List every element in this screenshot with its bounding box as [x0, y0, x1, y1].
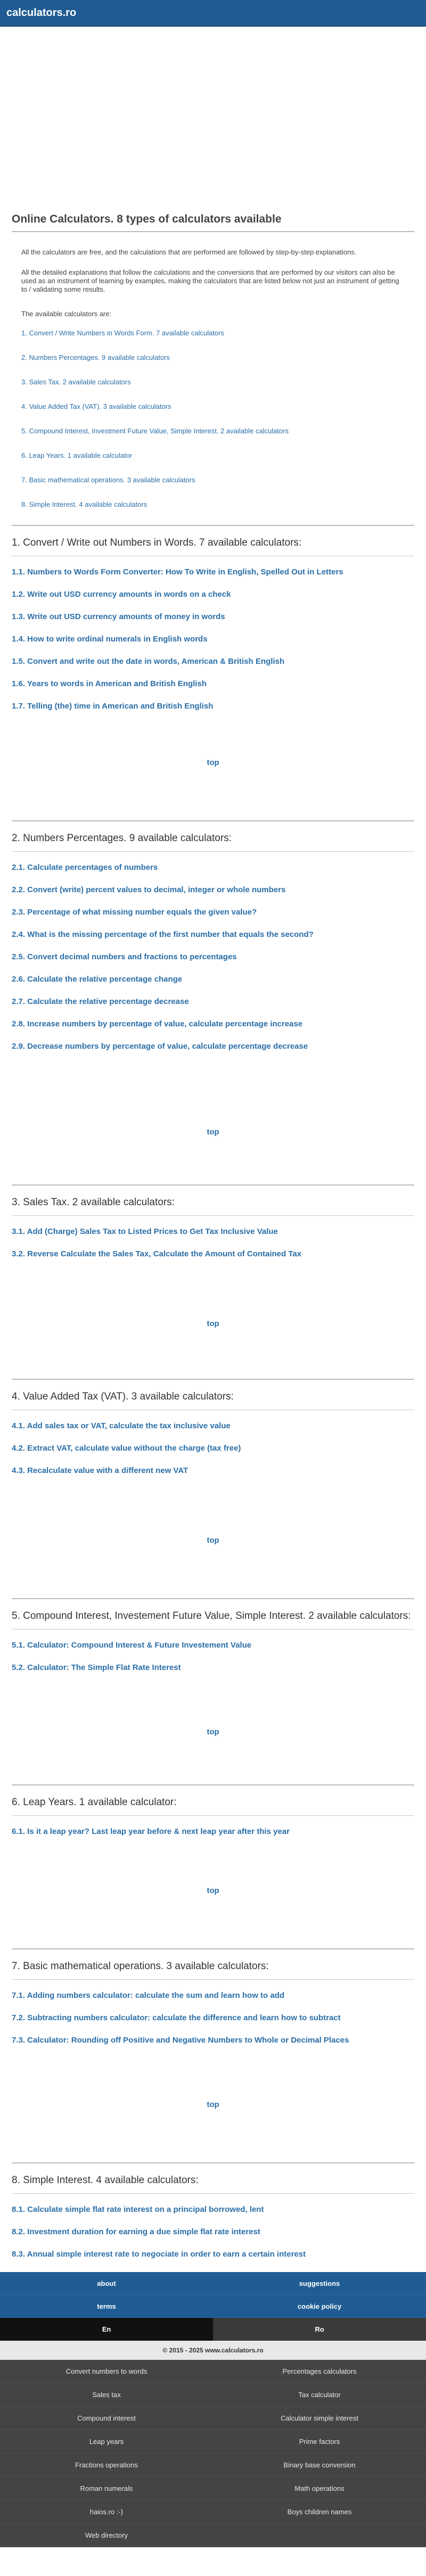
calculator-link[interactable]: 3.1. Add (Charge) Sales Tax to Listed Prices to Get Tax Inclusive Value: [12, 1227, 278, 1236]
footer-link[interactable]: Prime factors: [213, 2430, 426, 2454]
cookie-policy-link[interactable]: cookie policy: [213, 2295, 426, 2318]
page-title: Online Calculators. 8 types of calculators available: [12, 213, 282, 225]
calculator-link[interactable]: 7.1. Adding numbers calculator: calculate the sum and learn how to add: [12, 1991, 285, 2000]
toc-item: [21, 427, 405, 451]
divider: [12, 851, 414, 852]
calculator-item: [12, 929, 414, 952]
intro-paragraph-2: All the detailed explanations that follow the calculations and the conversions that are performed by our visitors can also be used as an instrument of learning by examples, making the calculators that are listed below not just an instrument of getting to / validating some results.: [21, 268, 399, 293]
calculator-link[interactable]: 2.1. Calculate percentages of numbers: [12, 863, 158, 872]
back-to-top-link[interactable]: top: [207, 1727, 219, 1736]
calculator-item: [12, 2204, 414, 2227]
calculator-list: [12, 862, 414, 1064]
calculator-link[interactable]: 2.6. Calculate the relative percentage change: [12, 975, 183, 984]
available-label: The available calculators are:: [21, 310, 112, 318]
section-title: 5. Compound Interest, Investement Future Value, Simple Interest. 2 available calculators:: [12, 1610, 411, 1622]
footer-link[interactable]: Binary base conversion: [213, 2454, 426, 2477]
calculator-link[interactable]: 4.3. Recalculate value with a different new VAT: [12, 1466, 189, 1475]
about-link[interactable]: about: [0, 2272, 213, 2295]
calculator-item: [12, 1640, 414, 1663]
calculator-item: [12, 2013, 414, 2035]
ad-space: [0, 27, 426, 213]
site-logo[interactable]: calculators.ro: [6, 6, 77, 19]
calculator-list: [12, 1990, 414, 2057]
calculator-link[interactable]: 1.2. Write out USD currency amounts in words on a check: [12, 590, 231, 599]
calculator-list: [12, 1640, 414, 1685]
footer-link[interactable]: Math operations: [213, 2477, 426, 2500]
calculator-item: [12, 1826, 414, 1849]
calculator-link[interactable]: 1.6. Years to words in American and British English: [12, 679, 207, 688]
calculator-item: [12, 2035, 414, 2057]
calculator-link[interactable]: 1.5. Convert and write out the date in words, American & British English: [12, 657, 285, 666]
calculator-link[interactable]: 2.8. Increase numbers by percentage of value, calculate percentage increase: [12, 1019, 303, 1028]
calculator-item: [12, 2227, 414, 2249]
calculator-item: [12, 997, 414, 1019]
calculator-item: [12, 1249, 414, 1271]
section-title: 4. Value Added Tax (VAT). 3 available calculators:: [12, 1391, 234, 1402]
section-title: 8. Simple Interest. 4 available calculators:: [12, 2175, 199, 2186]
calculator-link[interactable]: 1.7. Telling (the) time in American and British English: [12, 702, 214, 711]
toc-link[interactable]: 7. Basic mathematical operations. 3 available calculators: [21, 476, 195, 484]
intro: [12, 248, 414, 318]
calculator-list: [12, 1826, 414, 1849]
divider: [12, 2193, 414, 2194]
calculator-item: [12, 974, 414, 997]
toc-link[interactable]: 4. Value Added Tax (VAT). 3 available calculators: [21, 402, 171, 410]
footer-link: [213, 2524, 426, 2547]
toc-link[interactable]: 8. Simple Interest. 4 available calculators: [21, 500, 148, 508]
calculator-link[interactable]: 2.3. Percentage of what missing number equals the given value?: [12, 908, 257, 917]
section-title: 7. Basic mathematical operations. 3 available calculators:: [12, 1961, 269, 1972]
calculator-item: [12, 885, 414, 907]
calculator-item: [12, 1466, 414, 1488]
footer-link[interactable]: Roman numerals: [0, 2477, 213, 2500]
back-to-top-link[interactable]: top: [207, 1536, 219, 1545]
calculator-item: [12, 952, 414, 974]
footer-link[interactable]: Leap years: [0, 2430, 213, 2454]
footer: [0, 2272, 426, 2547]
divider: [12, 1815, 414, 1816]
calculator-link[interactable]: 2.5. Convert decimal numbers and fractions to percentages: [12, 952, 237, 961]
calculator-section: [12, 1184, 414, 1328]
back-to-top-link[interactable]: top: [207, 758, 219, 767]
toc-item: [21, 500, 405, 525]
calculator-section: [12, 1784, 414, 1895]
footer-link[interactable]: Web directory: [0, 2524, 213, 2547]
footer-links: [0, 2360, 426, 2547]
lang-ro-link[interactable]: Ro: [213, 2318, 426, 2341]
footer-link[interactable]: Compound interest: [0, 2407, 213, 2430]
toc-item: [21, 353, 405, 378]
calculator-section: [12, 1379, 414, 1545]
footer-link[interactable]: Fractions operations: [0, 2454, 213, 2477]
calculator-item: [12, 1421, 414, 1443]
calculator-link[interactable]: 7.2. Subtracting numbers calculator: calculate the difference and learn how to subtract: [12, 2013, 341, 2022]
calculator-link[interactable]: 2.2. Convert (write) percent values to decimal, integer or whole numbers: [12, 885, 286, 894]
calculator-item: [12, 656, 414, 679]
terms-link[interactable]: terms: [0, 2295, 213, 2318]
calculator-link[interactable]: 1.4. How to write ordinal numerals in English words: [12, 635, 208, 644]
back-to-top-link[interactable]: top: [207, 2100, 219, 2109]
footer-link[interactable]: Percentages calculators: [213, 2360, 426, 2383]
toc-item: [21, 451, 405, 476]
calculator-link[interactable]: 2.9. Decrease numbers by percentage of value, calculate percentage decrease: [12, 1042, 308, 1051]
calculator-item: [12, 612, 414, 634]
toc-item: [21, 476, 405, 500]
calculator-item: [12, 701, 414, 723]
copyright: © 2015 - 2025 www.calculators.ro: [0, 2341, 426, 2360]
footer-link[interactable]: Sales tax: [0, 2383, 213, 2407]
calculator-list: [12, 1421, 414, 1488]
toc-item: [21, 378, 405, 402]
calculator-section: [12, 1948, 414, 2109]
toc-list: [12, 329, 414, 525]
back-to-top-link[interactable]: top: [207, 1319, 219, 1328]
site-header: [0, 0, 426, 27]
calculator-link[interactable]: 5.1. Calculator: Compound Interest & Future Investement Value: [12, 1641, 252, 1650]
calculator-link[interactable]: 7.3. Calculator: Rounding off Positive and Negative Numbers to Whole or Decimal Places: [12, 2036, 349, 2045]
divider: [12, 231, 414, 232]
toc-link[interactable]: 3. Sales Tax. 2 available calculators: [21, 378, 131, 386]
toc-link[interactable]: 1. Convert / Write Numbers in Words Form. 7 available calculators: [21, 329, 224, 337]
calculator-item: [12, 567, 414, 589]
back-to-top-link[interactable]: top: [207, 1127, 219, 1137]
calculator-link[interactable]: 4.1. Add sales tax or VAT, calculate the tax inclusive value: [12, 1421, 231, 1430]
toc-item: [21, 329, 405, 353]
sections: [12, 525, 414, 2348]
toc-item: [21, 402, 405, 427]
calculator-item: [12, 1443, 414, 1466]
footer-link[interactable]: Boys children names: [213, 2500, 426, 2524]
calculator-item: [12, 589, 414, 612]
calculator-list: [12, 1227, 414, 1271]
calculator-item: [12, 1041, 414, 1064]
calculator-section: [12, 820, 414, 1137]
lang-en-link[interactable]: En: [0, 2318, 213, 2341]
footer-link[interactable]: haios.ro :-): [0, 2500, 213, 2524]
footer-link[interactable]: Convert numbers to words: [0, 2360, 213, 2383]
calculator-link[interactable]: 3.2. Reverse Calculate the Sales Tax, Calculate the Amount of Contained Tax: [12, 1249, 302, 1258]
calculator-link[interactable]: 2.7. Calculate the relative percentage decrease: [12, 997, 189, 1006]
intro-paragraph-1: All the calculators are free, and the calculations that are performed are followed by step-by-step explanations.: [21, 248, 357, 256]
calculator-section: [12, 1598, 414, 1736]
calculator-list: [12, 567, 414, 723]
calculator-link[interactable]: 8.2. Investment duration for earning a due simple flat rate interest: [12, 2227, 260, 2236]
calculator-item: [12, 907, 414, 929]
calculator-link[interactable]: 6.1. Is it a leap year? Last leap year before & next leap year after this year: [12, 1827, 290, 1836]
calculator-item: [12, 1227, 414, 1249]
footer-link[interactable]: Calculator simple interest: [213, 2407, 426, 2430]
calculator-item: [12, 862, 414, 885]
back-to-top-link[interactable]: top: [207, 1886, 219, 1895]
calculator-item: [12, 2249, 414, 2272]
calculator-item: [12, 1019, 414, 1041]
section-title: 2. Numbers Percentages. 9 available calculators:: [12, 833, 232, 844]
toc-link[interactable]: 6. Leap Years. 1 available calculator: [21, 451, 133, 459]
section-title: 6. Leap Years. 1 available calculator:: [12, 1797, 177, 1808]
calculator-link[interactable]: 1.1. Numbers to Words Form Converter: How To Write in English, Spelled Out in Letters: [12, 567, 343, 577]
calculator-section: [12, 525, 414, 767]
calculator-link[interactable]: 8.3. Annual simple interest rate to negociate in order to earn a certain interest: [12, 2250, 306, 2259]
section-title: 3. Sales Tax. 2 available calculators:: [12, 1197, 175, 1208]
calculator-link[interactable]: 1.3. Write out USD currency amounts of money in words: [12, 612, 225, 621]
calculator-link[interactable]: 4.2. Extract VAT, calculate value without the charge (tax free): [12, 1444, 241, 1453]
toc-link[interactable]: 2. Numbers Percentages. 9 available calculators: [21, 353, 170, 361]
divider: [12, 1215, 414, 1216]
calculator-link[interactable]: 2.4. What is the missing percentage of the first number that equals the second?: [12, 930, 314, 939]
calculator-item: [12, 679, 414, 701]
main-content: [0, 213, 426, 2348]
calculator-item: [12, 1990, 414, 2013]
section-title: 1. Convert / Write out Numbers in Words. 7 available calculators:: [12, 537, 302, 548]
calculator-item: [12, 634, 414, 656]
suggestions-link[interactable]: suggestions: [213, 2272, 426, 2295]
footer-link[interactable]: Tax calculator: [213, 2383, 426, 2407]
calculator-item: [12, 1663, 414, 1685]
calculator-link[interactable]: 5.2. Calculator: The Simple Flat Rate Interest: [12, 1663, 181, 1672]
toc-link[interactable]: 5. Compound Interest, Investment Future Value, Simple Interest. 2 available calculators: [21, 427, 289, 435]
divider: [12, 1979, 414, 1980]
calculator-link[interactable]: 8.1. Calculate simple flat rate interest on a principal borrowed, lent: [12, 2205, 264, 2214]
